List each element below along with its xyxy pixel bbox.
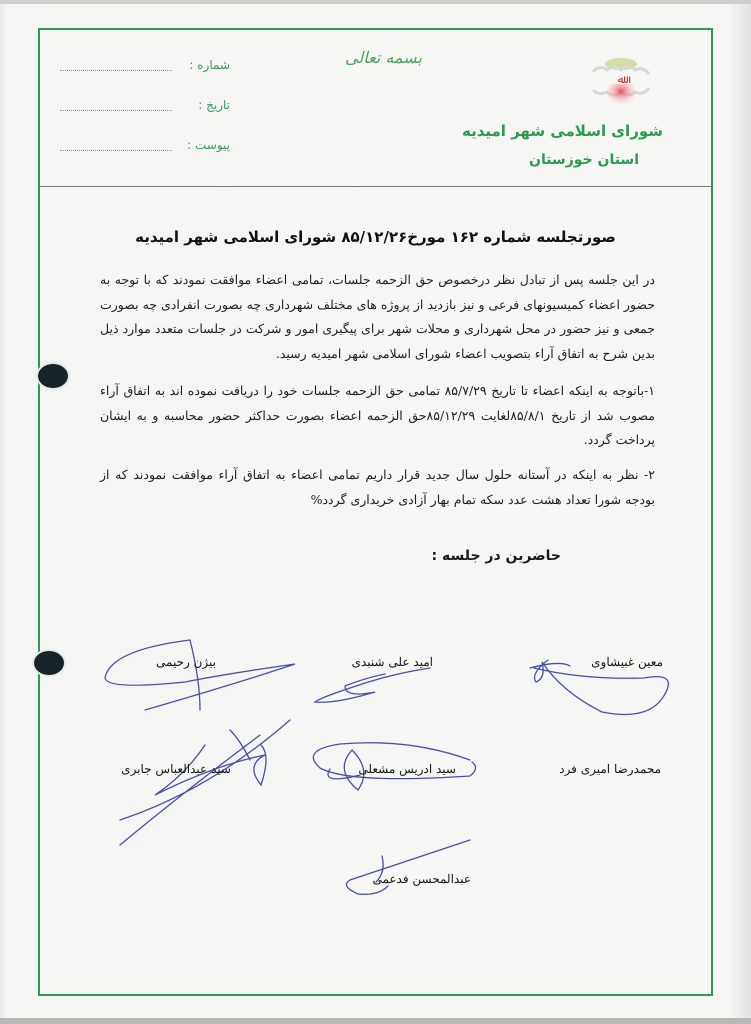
date-field <box>60 98 230 116</box>
resolution-item-1: ۱-باتوجه به اینکه اعضاء تا تاریخ ۸۵/۷/۲۹ تمامی حق الزحمه جلسات خود را دریافت نموده اند به اتفاق آراء مصوب شد از تاریخ ۸۵/۸/۱لغایت ۸۵/۱۲/۲۹حق الزحمه اعضاء بصورت حداکثر حضور محاسبه و به ایشان پرداخت گردد. <box>100 383 655 447</box>
iran-emblem-icon <box>585 50 657 110</box>
document-title: صورتجلسه شماره ۱۶۲ مورخ۸۵/۱۲/۲۶ شورای اسلامی شهر امیدیه <box>135 228 616 246</box>
attachment-field <box>60 138 230 156</box>
number-label: شماره : <box>189 58 230 72</box>
scan-bottom-edge <box>0 1018 751 1024</box>
date-label: تاریخ : <box>198 98 230 112</box>
province-name: استان خوزستان <box>529 152 639 168</box>
basmala: بسمه تعالی <box>345 48 422 67</box>
attendee-name: بیژن رحیمی <box>156 655 216 669</box>
punch-hole <box>34 651 64 675</box>
attendee-name: سید ادریس مشعلی <box>358 762 456 776</box>
organization-name: شورای اسلامی شهر امیدیه <box>461 122 663 140</box>
attachment-label: پیوست : <box>187 138 230 152</box>
attendee-name: محمدرضا امیری فرد <box>559 762 661 776</box>
attendee-name: امید علی شنبدی <box>351 655 433 669</box>
attendees-heading: حاضرین در جلسه : <box>431 548 561 564</box>
attendee-name: سید عبدالعباس جابری <box>121 762 231 776</box>
svg-text:ﷲ: ﷲ <box>617 73 625 86</box>
scan-top-edge <box>0 0 751 4</box>
number-field <box>60 58 230 76</box>
intro-paragraph: در این جلسه پس از تبادل نظر درخصوص حق الزحمه جلسات، تمامی اعضاء موافقت نمودند که با توجه به حضور اعضاء کمیسیونهای فرعی و نیز بازدید از پروژه های مختلف شهرداری چه بصورت انفرادی چه بصورت جمعی و نیز حضور در محل شهرداری و محلات شهر برای پیگیری امور و شرکت در جلسات متعدد موارد ذیل بدین شرح به اتفاق آراء بتصویب اعضاء شورای اسلامی شهر امیدیه رسید. <box>100 272 655 361</box>
attendee-name: عبدالمحسن فدعمی <box>372 872 471 886</box>
attachment-value-line <box>60 150 172 151</box>
date-value-line <box>60 110 172 111</box>
punch-hole <box>38 364 68 388</box>
header-divider <box>40 186 712 187</box>
document-border <box>38 28 713 996</box>
attendee-name: معین غبیشاوی <box>591 655 663 669</box>
resolution-item-2: ۲- نظر به اینکه در آستانه حلول سال جدید قرار داریم تمامی اعضاء به اتفاق آراء موافقت نمودند که از بودجه شورا تعداد هشت عدد سکه تمام بهار آزادی خریداری گردد% <box>100 467 655 507</box>
number-value-line <box>60 70 172 71</box>
